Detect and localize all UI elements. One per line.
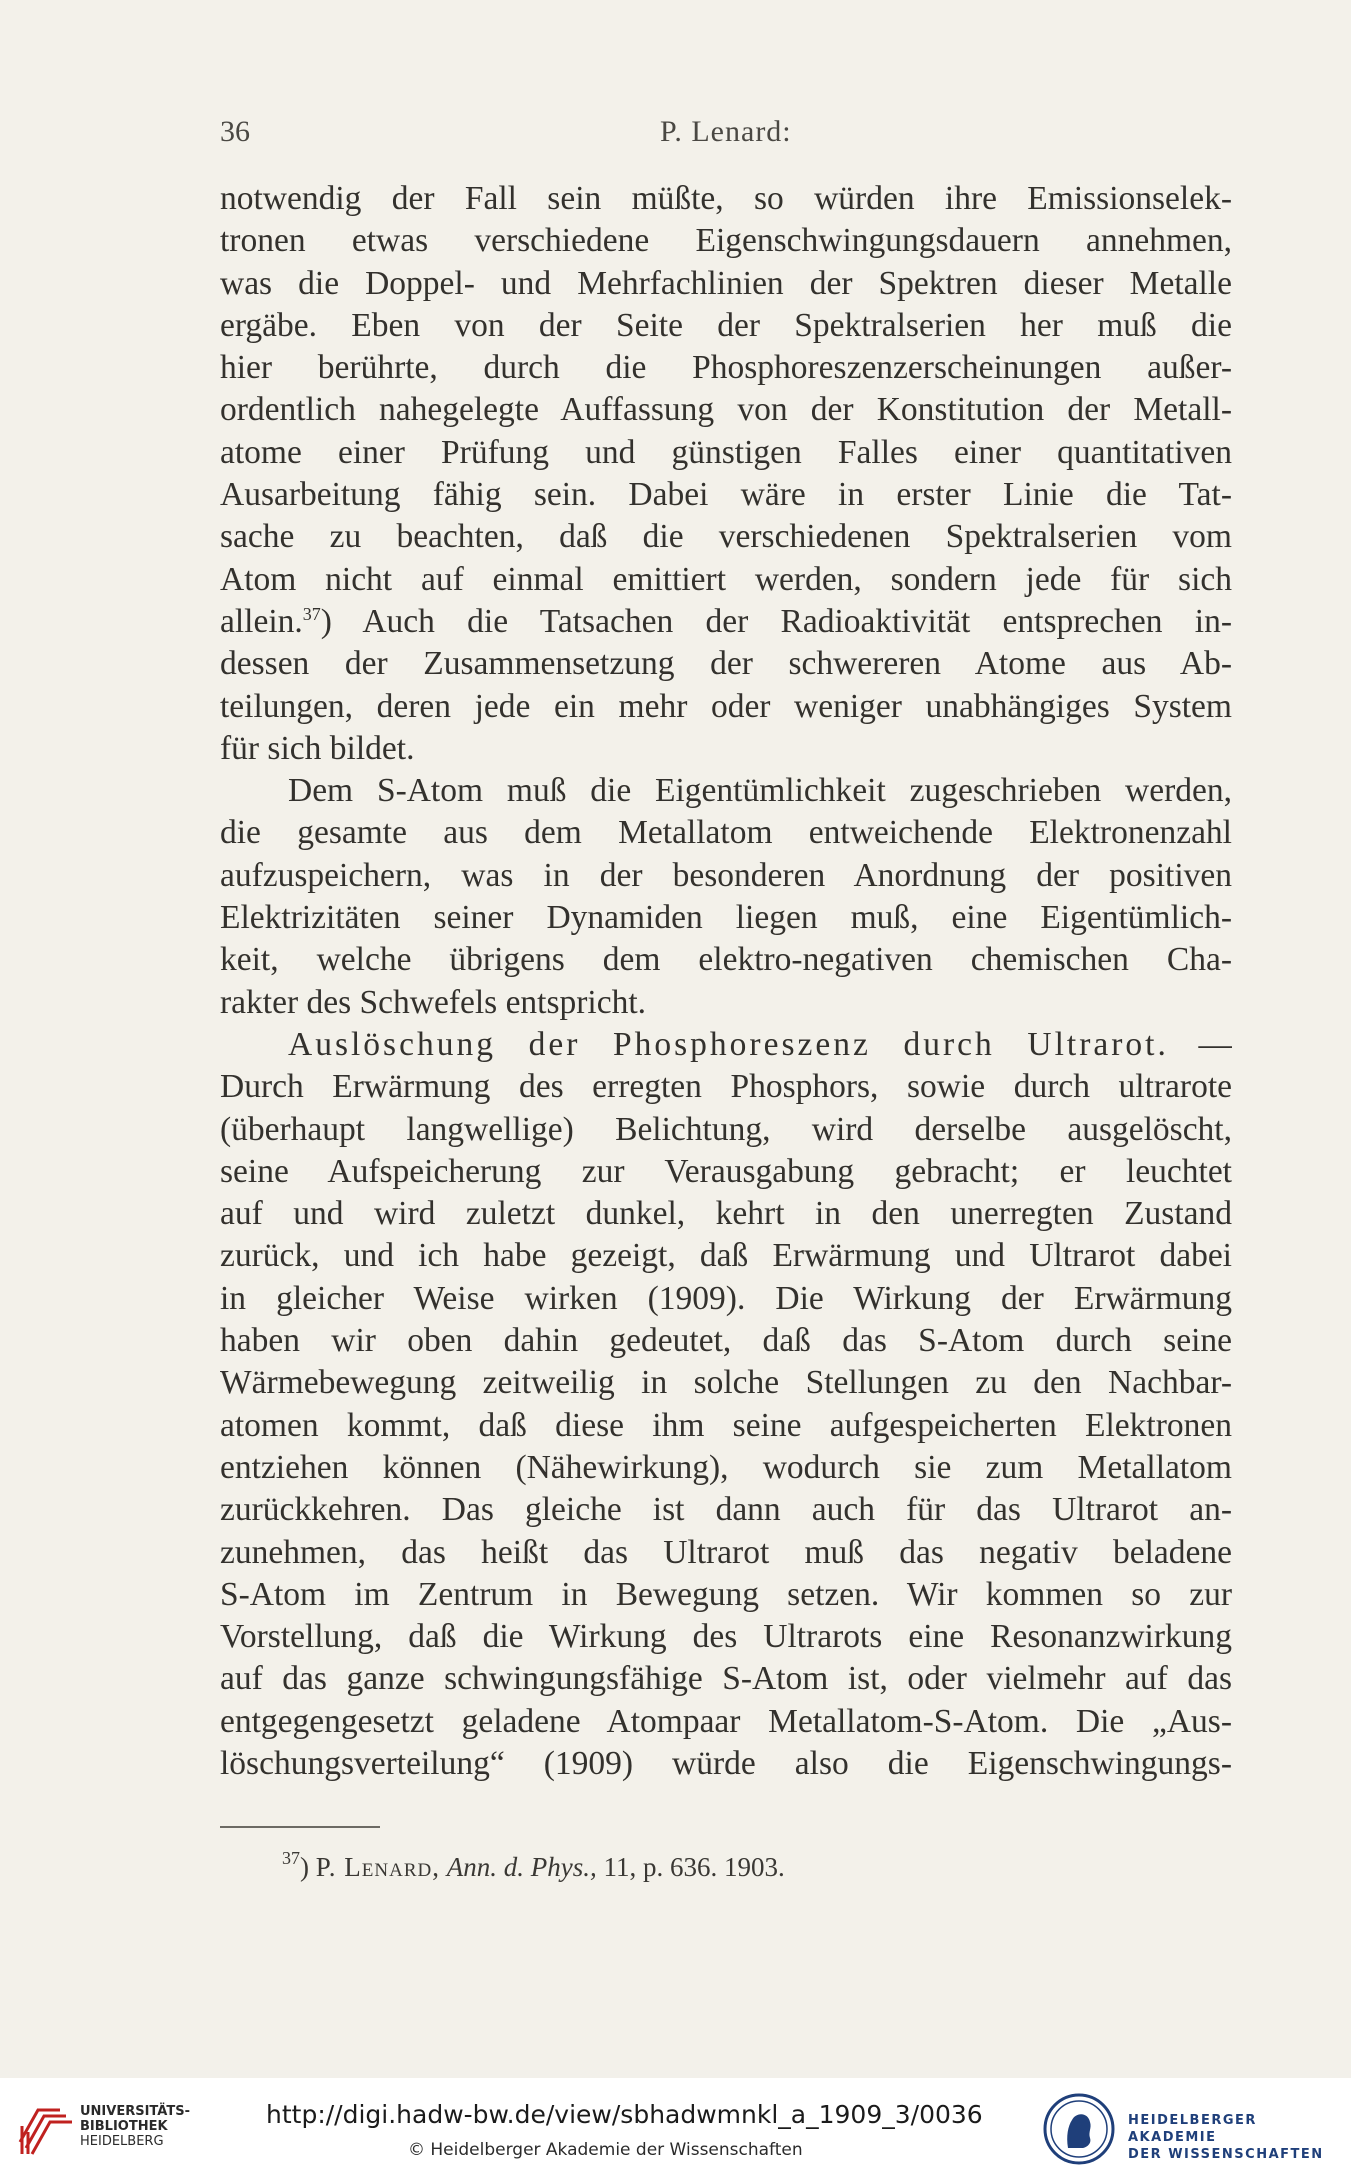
text-line: in gleicher Weise wirken (1909). Die Wirkung der Erwärmung bbox=[220, 1279, 1232, 1317]
running-head-title: P. Lenard: bbox=[660, 115, 792, 148]
footnote-divider bbox=[220, 1826, 380, 1828]
footnote-author: P. Lenard, bbox=[315, 1852, 440, 1882]
text-line: löschungsverteilung“ (1909) würde also die Eigenschwingungs- bbox=[220, 1744, 1232, 1782]
text-line: zurückkehren. Das gleiche ist dann auch für das Ultrarot an- bbox=[220, 1491, 1232, 1529]
text-line: Wärmebewegung zeitweilig in solche Stellungen zu den Nachbar- bbox=[220, 1364, 1232, 1402]
text-line: sache zu beachten, daß die verschiedenen Spektralserien vom bbox=[220, 518, 1232, 556]
section-heading: Auslöschung der Phosphoreszenz durch Ultrarot. bbox=[288, 1025, 1169, 1063]
academy-name bbox=[1128, 2112, 1351, 2163]
footnote-number: 37 bbox=[282, 1848, 300, 1868]
text-line: keit, welche übrigens dem elektro-negativen chemischen Cha- bbox=[220, 941, 1232, 979]
text-line: für sich bildet. bbox=[220, 729, 415, 767]
footer-bar bbox=[0, 2078, 1351, 2175]
permalink-url[interactable]: http://digi.hadw-bw.de/view/sbhadwmnkl_a_1909_3/0036 bbox=[266, 2100, 983, 2129]
heading-dash: — bbox=[1168, 1025, 1232, 1063]
library-name bbox=[80, 2104, 190, 2149]
text-line: zurück, und ich habe gezeigt, daß Erwärmung und Ultrarot dabei bbox=[220, 1237, 1232, 1275]
text-line: ordentlich nahegelegte Auffassung von der Konstitution der Metall- bbox=[220, 391, 1232, 429]
text-fragment: allein. bbox=[220, 602, 303, 640]
text-line: teilungen, deren jede ein mehr oder weniger unabhängiges System bbox=[220, 687, 1232, 725]
text-line: Atom nicht auf einmal emittiert werden, sondern jede für sich bbox=[220, 560, 1232, 598]
library-name-line: HEIDELBERG bbox=[80, 2134, 164, 2149]
text-line: atome einer Prüfung und günstigen Falles einer quantitativen bbox=[220, 433, 1232, 471]
text-line: auf und wird zuletzt dunkel, kehrt in den unerregten Zustand bbox=[220, 1195, 1232, 1233]
footnote-citation: 11, p. 636. 1903. bbox=[596, 1852, 785, 1882]
text-line: seine Aufspeicherung zur Verausgabung gebracht; er leuchtet bbox=[220, 1152, 1232, 1190]
text-line: notwendig der Fall sein müßte, so würden ihre Emissionselek- bbox=[220, 180, 1232, 217]
paragraph-1 bbox=[220, 178, 1232, 770]
footnote-paren: ) bbox=[300, 1852, 309, 1882]
text-line: ergäbe. Eben von der Seite der Spektralserien her muß die bbox=[220, 306, 1232, 344]
footnote-reference[interactable]: 37 bbox=[302, 603, 321, 624]
text-line: tronen etwas verschiedene Eigenschwingungsdauern annehmen, bbox=[220, 222, 1232, 260]
text-line: rakter des Schwefels entspricht. bbox=[220, 983, 647, 1021]
text-line: (überhaupt langwellige) Belichtung, wird derselbe ausgelöscht, bbox=[220, 1110, 1232, 1148]
text-line: Dem S-Atom muß die Eigentümlichkeit zugeschrieben werden, bbox=[288, 772, 1232, 810]
running-head bbox=[220, 115, 1232, 155]
text-line: aufzuspeichern, was in der besonderen Anordnung der positiven bbox=[220, 856, 1232, 894]
text-line: auf das ganze schwingungsfähige S-Atom ist, oder vielmehr auf das bbox=[220, 1660, 1232, 1698]
page-number: 36 bbox=[220, 115, 250, 148]
text-line: was die Doppel- und Mehrfachlinien der Spektren dieser Metalle bbox=[220, 264, 1232, 302]
text-line: entgegengesetzt geladene Atompaar Metallatom-S-Atom. Die „Aus- bbox=[220, 1702, 1232, 1740]
paragraph-2 bbox=[220, 770, 1232, 1024]
text-line: atomen kommt, daß diese ihm seine aufgespeicherten Elektronen bbox=[220, 1406, 1232, 1444]
text-line: Durch Erwärmung des erregten Phosphors, sowie durch ultrarote bbox=[220, 1068, 1232, 1106]
library-logo-icon[interactable] bbox=[14, 2098, 74, 2158]
text-line: S-Atom im Zentrum in Bewegung setzen. Wir kommen so zur bbox=[220, 1575, 1232, 1613]
text-line: zunehmen, das heißt das Ultrarot muß das negativ beladene bbox=[220, 1533, 1232, 1571]
copyright-notice: © Heidelberger Akademie der Wissenschaften bbox=[408, 2140, 803, 2160]
academy-name-line: HEIDELBERGER AKADEMIE bbox=[1128, 2113, 1257, 2145]
academy-seal-icon[interactable] bbox=[1042, 2092, 1116, 2166]
paragraph-3 bbox=[220, 1024, 1232, 1785]
library-name-line: BIBLIOTHEK bbox=[80, 2119, 168, 2134]
text-line: die gesamte aus dem Metallatom entweichende Elektronenzahl bbox=[220, 814, 1232, 852]
text-line: dessen der Zusammensetzung der schwereren Atome aus Ab- bbox=[220, 645, 1232, 683]
text-line: entziehen können (Nähewirkung), wodurch sie zum Metallatom bbox=[220, 1448, 1232, 1486]
footnote bbox=[282, 1848, 1182, 1883]
section-heading-line bbox=[220, 1024, 1232, 1066]
text-line: Ausarbeitung fähig sein. Dabei wäre in erster Linie die Tat- bbox=[220, 476, 1232, 514]
text-line: hier berührte, durch die Phosphoreszenzerscheinungen außer- bbox=[220, 349, 1232, 387]
text-line-with-note bbox=[220, 601, 1232, 643]
text-line: Elektrizitäten seiner Dynamiden liegen muß, eine Eigentümlich- bbox=[220, 899, 1232, 937]
text-fragment: ) Auch die Tatsachen der Radioaktivität entsprechen in- bbox=[320, 602, 1232, 640]
body-text bbox=[220, 178, 1232, 1785]
academy-name-line: DER WISSENSCHAFTEN bbox=[1128, 2147, 1324, 2162]
text-line: Vorstellung, daß die Wirkung des Ultrarots eine Resonanzwirkung bbox=[220, 1618, 1232, 1656]
library-name-line: UNIVERSITÄTS- bbox=[80, 2104, 190, 2119]
text-line: haben wir oben dahin gedeutet, daß das S-Atom durch seine bbox=[220, 1322, 1232, 1360]
footnote-journal: Ann. d. Phys., bbox=[446, 1852, 597, 1882]
